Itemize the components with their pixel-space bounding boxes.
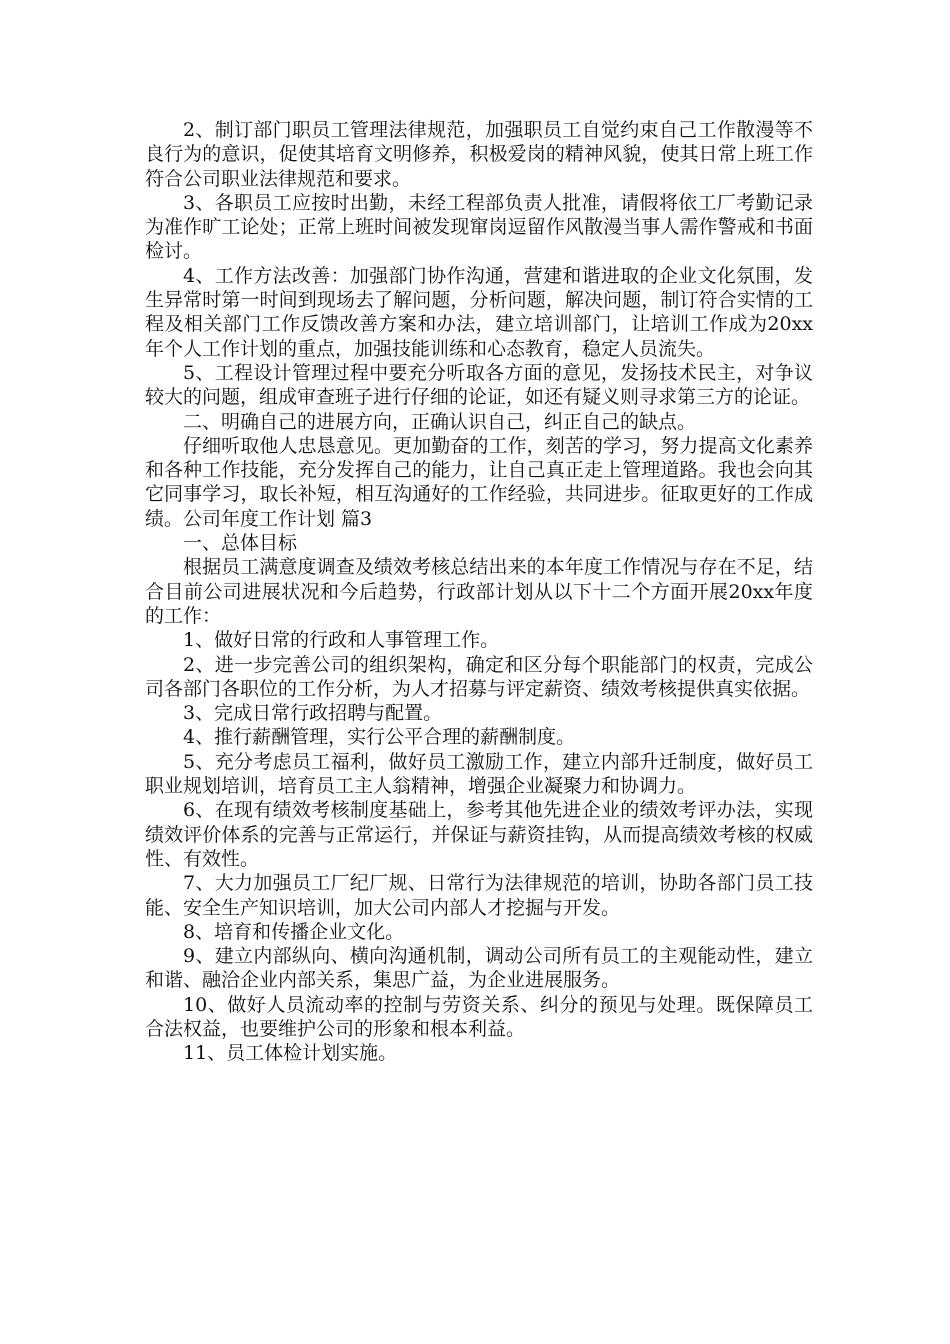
- paragraph-4: 5、工程设计管理过程中要充分听取各方面的意见，发扬技术民主，对争议较大的问题，组成审查班子进行仔细的论证，如还有疑义则寻求第三方的论证。: [145, 361, 813, 409]
- paragraph-16: 8、培育和传播企业文化。: [183, 920, 405, 943]
- document-body: [145, 118, 813, 1066]
- paragraph-11: 3、完成日常行政招聘与配置。: [183, 702, 443, 725]
- paragraph-13: 5、充分考虑员工福利，做好员工激励工作，建立内部升迁制度，做好员工职业规划培训，培育员工主人翁精神，增强企业凝聚力和协调力。: [145, 750, 813, 798]
- paragraph-2: 3、各职员工应按时出勤，未经工程部负责人批准，请假将依工厂考勤记录为准作旷工论处；正常上班时间被发现窜岗逗留作风散漫当事人需作警戒和书面检讨。: [145, 191, 813, 263]
- paragraph-17: 9、建立内部纵向、横向沟通机制，调动公司所有员工的主观能动性，建立和谐、融洽企业内部关系，集思广益，为企业进展服务。: [145, 945, 813, 992]
- paragraph-3: 4、工作方法改善：加强部门协作沟通，营建和谐进取的企业文化氛围，发生异常时第一时间到现场去了解问题，分析问题，解决问题，制订符合实情的工程及相关部门工作反馈改善方案和办法，建立培训部门，让培训工作成为20xx年个人工作计划的重点，加强技能训练和心态教育，稳定人员流失。: [145, 264, 813, 360]
- paragraph-14: 6、在现有绩效考核制度基础上，参考其他先进企业的绩效考评办法，实现绩效评价体系的完善与正常运行，并保证与薪资挂钩，从而提高绩效考核的权威性、有效性。: [145, 799, 813, 870]
- paragraph-9: 1、做好日常的行政和人事管理工作。: [183, 629, 500, 652]
- paragraph-8: 根据员工满意度调查及绩效考核总结出来的本年度工作情况与存在不足，结合目前公司进展状况和今后趋势，行政部计划从以下十二个方面开展20xx年度的工作：: [145, 556, 813, 627]
- paragraph-19: 11、员工体检计划实施。: [183, 1042, 398, 1065]
- paragraph-5: 二、明确自己的进展方向，正确认识自己，纠正自己的缺点。: [183, 410, 697, 433]
- paragraph-10: 2、进一步完善公司的组织架构，确定和区分每个职能部门的权责，完成公司各部门各职位的工作分析，为人才招募与评定薪资、绩效考核提供真实依据。: [145, 653, 813, 700]
- paragraph-15: 7、大力加强员工厂纪厂规、日常行为法律规范的培训，协助各部门员工技能、安全生产知识培训，加大公司内部人才挖掘与开发。: [145, 872, 813, 919]
- paragraph-18: 10、做好人员流动率的控制与劳资关系、纠分的预见与处理。既保障员工合法权益，也要维护公司的形象和根本利益。: [145, 993, 813, 1040]
- paragraph-12: 4、推行薪酬管理，实行公平合理的薪酬制度。: [183, 726, 576, 749]
- paragraph-1: 2、制订部门职员工管理法律规范，加强职员工自觉约束自己工作散漫等不良行为的意识，促使其培育文明修养，积极爱岗的精神风貌，使其日常上班工作符合公司职业法律规范和要求。: [145, 119, 813, 190]
- paragraph-6: 仔细听取他人忠恳意见。更加勤奋的工作，刻苦的学习，努力提高文化素养和各种工作技能，充分发挥自己的能力，让自己真正走上管理道路。我也会向其它同事学习，取长补短，相互沟通好的工作经验，共同进步。征取更好的工作成绩。公司年度工作计划 篇3: [145, 434, 813, 530]
- paragraph-7: 一、总体目标: [183, 532, 298, 555]
